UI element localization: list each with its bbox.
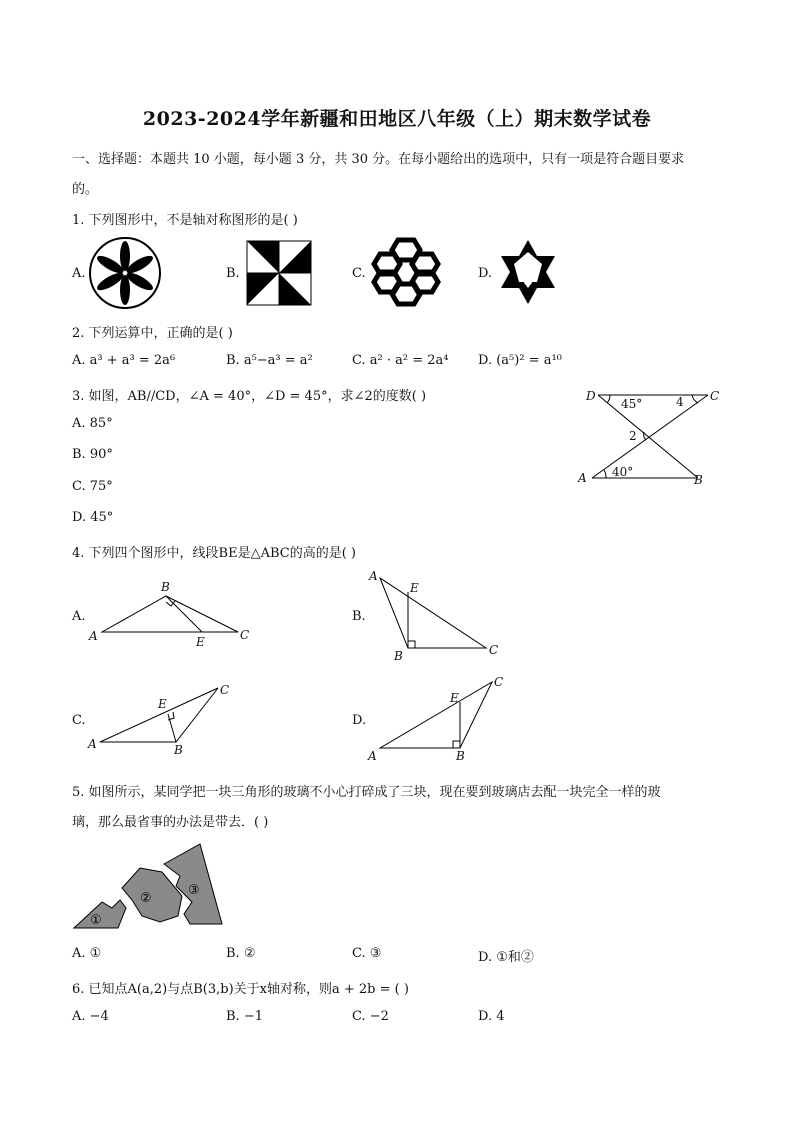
q3-label-a: A bbox=[578, 471, 587, 485]
q3-label-d: D bbox=[586, 389, 596, 403]
flower-circle-figure bbox=[88, 236, 162, 310]
q4-figure-c bbox=[86, 680, 246, 760]
q4d-label-a: A bbox=[368, 749, 377, 763]
q2-option-c: C. a² · a² = 2a⁴ bbox=[352, 353, 449, 368]
q4a-label-a: A bbox=[89, 629, 98, 643]
q5-option-b: B. ② bbox=[226, 946, 256, 961]
q6-option-c: C. −2 bbox=[352, 1009, 389, 1024]
q2-stem: 2. 下列运算中，正确的是( ) bbox=[72, 326, 233, 341]
q2-option-d: D. (a⁵)² = a¹⁰ bbox=[478, 353, 562, 368]
q5-option-a: A. ① bbox=[72, 946, 102, 961]
q4c-label-c: C bbox=[220, 683, 230, 697]
q3-label-c: C bbox=[710, 389, 720, 403]
q5-stem: 5. 如图所示，某同学把一块三角形的玻璃不小心打碎成了三块，现在要到玻璃店去配一块完全一样的玻 bbox=[72, 785, 661, 800]
q3-stem: 3. 如图，AB//CD，∠A = 40°，∠D = 45°，求∠2的度数( ) bbox=[72, 389, 427, 404]
page-title: 2023-2024学年新疆和田地区八年级（上）期末数学试卷 bbox=[142, 108, 652, 130]
q3-angle-a: 40° bbox=[612, 465, 634, 479]
q4b-label-c: C bbox=[489, 643, 499, 657]
q4c-label-a: A bbox=[88, 737, 97, 751]
pinwheel-figure bbox=[247, 241, 311, 305]
piece-1-label: ① bbox=[90, 913, 102, 928]
q3-angle-2: 2 bbox=[629, 429, 637, 443]
section-heading: 一、选择题：本题共 10 小题，每小题 3 分，共 30 分。在每小题给出的选项中，只有一项是符合题目要求 bbox=[72, 152, 685, 167]
q4-option-d: D. bbox=[352, 713, 367, 728]
q4a-label-b: B bbox=[161, 580, 170, 594]
q2-option-b: B. a⁵−a³ = a² bbox=[226, 353, 313, 368]
six-point-star-figure bbox=[497, 238, 559, 306]
q5-stem-cont: 璃，那么最省事的办法是带去．( ) bbox=[72, 815, 269, 830]
q2-option-a: A. a³ + a³ = 2a⁶ bbox=[72, 353, 176, 368]
q1-option-c: C. bbox=[352, 266, 366, 281]
q1-option-a: A. bbox=[72, 266, 86, 281]
q4-option-a: A. bbox=[72, 609, 86, 624]
q3-parallel-lines-figure bbox=[574, 382, 724, 492]
q6-option-a: A. −4 bbox=[72, 1009, 109, 1024]
q4a-label-c: C bbox=[240, 628, 250, 642]
q6-stem: 6. 已知点A(a,2)与点B(3,b)关于x轴对称，则a + 2b = ( ) bbox=[72, 982, 409, 997]
q3-angle-4: 4 bbox=[676, 395, 684, 409]
q4d-label-c: C bbox=[494, 675, 504, 689]
q4-stem: 4. 下列四个图形中，线段BE是△ABC的高的是( ) bbox=[72, 546, 356, 561]
q3-label-b: B bbox=[694, 473, 703, 487]
q4-figure-d bbox=[366, 672, 516, 764]
q3-option-a: A. 85° bbox=[72, 416, 113, 431]
q6-option-b: B. −1 bbox=[226, 1009, 263, 1024]
q4-figure-a bbox=[86, 578, 256, 650]
q4b-label-e: E bbox=[410, 581, 419, 595]
q4d-label-e: E bbox=[450, 691, 459, 705]
q4a-label-e: E bbox=[196, 635, 205, 649]
q1-option-d: D. bbox=[478, 266, 493, 281]
piece-3-label: ③ bbox=[188, 883, 200, 898]
q3-angle-d: 45° bbox=[621, 397, 643, 411]
piece-2-label: ② bbox=[140, 891, 152, 906]
q3-option-d: D. 45° bbox=[72, 510, 114, 525]
broken-glass-figure bbox=[72, 842, 232, 932]
q4-option-b: B. bbox=[352, 609, 366, 624]
q3-option-c: C. 75° bbox=[72, 479, 113, 494]
q1-stem: 1. 下列图形中，不是轴对称图形的是( ) bbox=[72, 213, 298, 228]
q1-option-b: B. bbox=[226, 266, 240, 281]
glass-piece-2 bbox=[122, 868, 182, 922]
q4-option-c: C. bbox=[72, 713, 86, 728]
q3-option-b: B. 90° bbox=[72, 447, 113, 462]
q4c-label-e: E bbox=[158, 697, 167, 711]
q4d-label-b: B bbox=[456, 749, 465, 763]
q4b-label-b: B bbox=[394, 649, 403, 663]
q5-option-c: C. ③ bbox=[352, 946, 382, 961]
hexagon-ring-figure bbox=[366, 236, 446, 308]
q4-figure-b bbox=[364, 566, 514, 664]
q4c-label-b: B bbox=[174, 743, 183, 757]
q5-option-d: D. ①和② bbox=[478, 950, 534, 965]
q4b-label-a: A bbox=[369, 569, 378, 583]
q6-option-d: D. 4 bbox=[478, 1009, 505, 1024]
section-heading-cont: 的。 bbox=[72, 182, 99, 197]
